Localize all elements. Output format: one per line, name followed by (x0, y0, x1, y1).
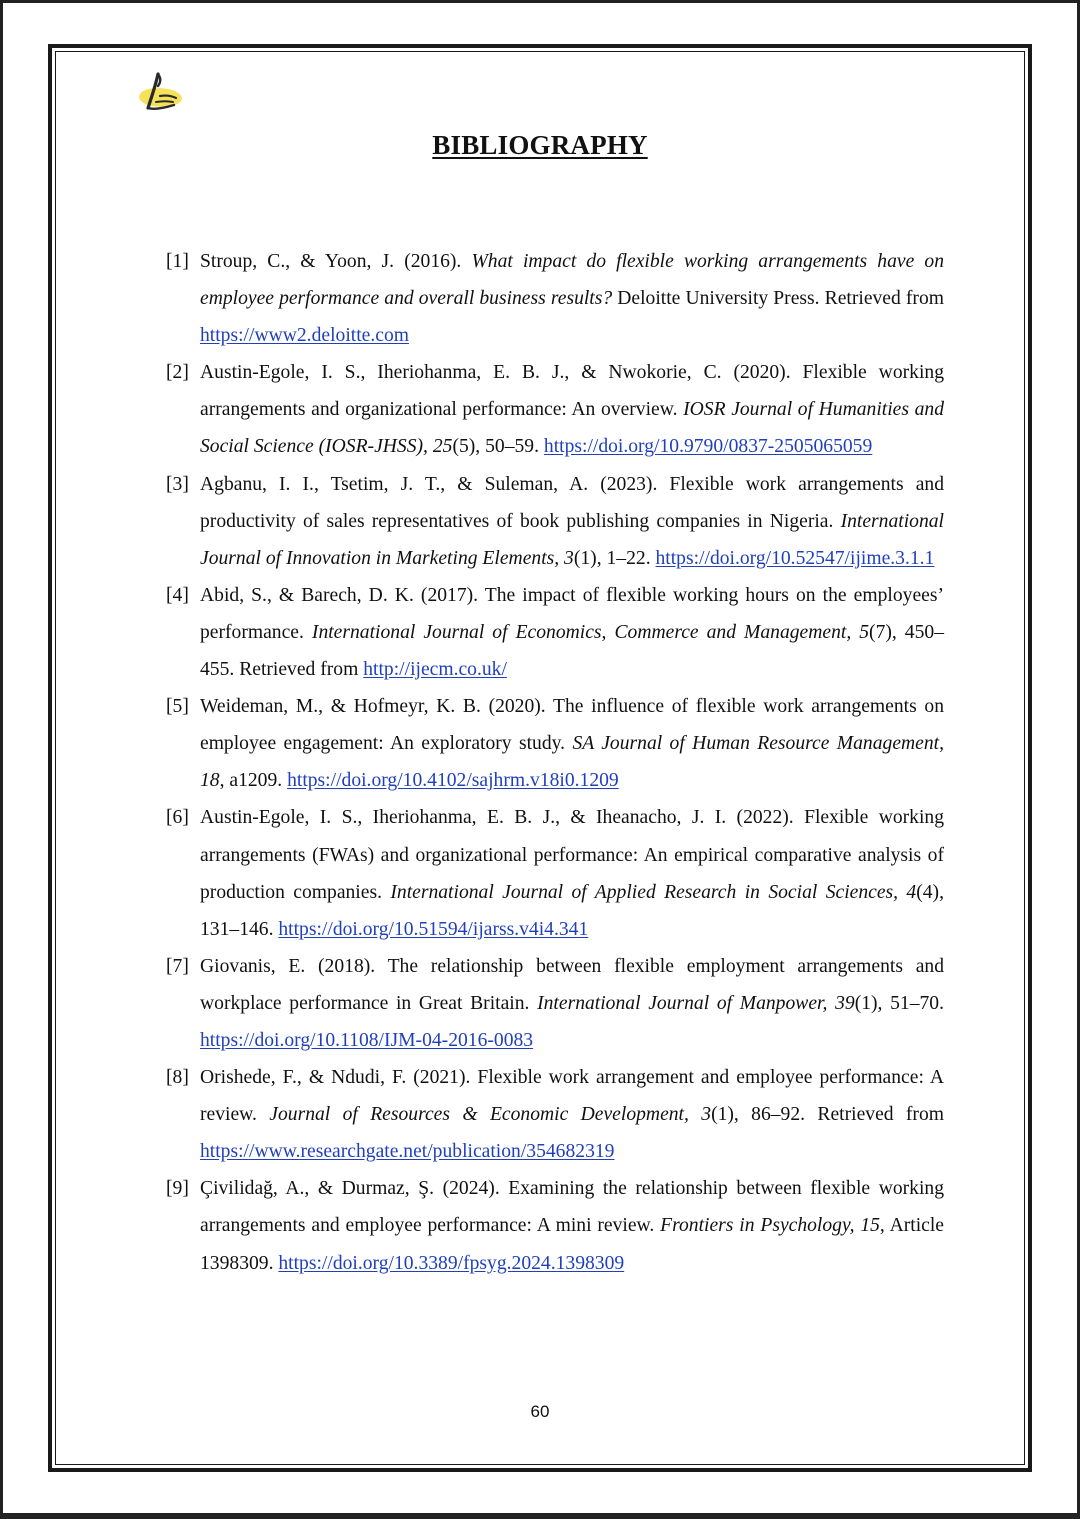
reference-details: (5), 50–59. (452, 436, 544, 458)
reference-link[interactable]: https://doi.org/10.3389/fpsyg.2024.1398309 (278, 1252, 625, 1274)
reference-details: (1), 86–92. Retrieved from (711, 1104, 944, 1126)
reference-item (166, 1059, 944, 1170)
reference-source: Frontiers in Psychology, 15 (660, 1215, 880, 1237)
reference-source: International Journal of Manpower, 39 (537, 992, 855, 1014)
reference-number: [6] (166, 807, 189, 829)
reference-link[interactable]: https://www.researchgate.net/publication/354682319 (200, 1141, 615, 1163)
reference-authors: Abid, S., & Barech, D. K. (2017). The impact of flexible working hours on the employees’ performance. (200, 584, 944, 643)
reference-item (166, 354, 944, 465)
reference-source: IOSR Journal of Humanities and Social Science (IOSR-JHSS), 25 (200, 399, 944, 458)
quill-pen-icon (134, 68, 188, 122)
reference-details: (1), 1–22. (573, 547, 656, 569)
reference-details: , a1209. (219, 770, 288, 792)
reference-link[interactable]: https://doi.org/10.1108/IJM-04-2016-0083 (200, 1029, 534, 1051)
reference-source: International Journal of Economics, Commerce and Management, 5 (311, 621, 870, 643)
page-edge-top (0, 0, 1080, 3)
reference-number: [9] (166, 1178, 189, 1200)
reference-link[interactable]: https://doi.org/10.4102/sajhrm.v18i0.1209 (287, 770, 619, 792)
reference-link[interactable]: https://doi.org/10.51594/ijarss.v4i4.341 (278, 918, 589, 940)
reference-number: [4] (166, 584, 189, 606)
reference-link[interactable]: https://www2.deloitte.com (200, 325, 409, 347)
reference-details: (1), 51–70. (854, 992, 945, 1014)
reference-details: (4), 131–146. (200, 881, 944, 940)
reference-authors: Austin-Egole, I. S., Iheriohanma, E. B. J., & Nwokorie, C. (2020). Flexible working arrangements and organizational performance: An overview. (200, 362, 944, 421)
reference-item (166, 466, 944, 577)
reference-authors: Orishede, F., & Ndudi, F. (2021). Flexible work arrangement and employee performance: A review. (200, 1067, 944, 1126)
reference-authors: Giovanis, E. (2018). The relationship between flexible employment arrangements and workplace performance in Great Britain. (200, 955, 944, 1014)
reference-details: , Article 1398309. (200, 1215, 944, 1274)
reference-link[interactable]: https://doi.org/10.52547/ijime.3.1.1 (655, 547, 935, 569)
reference-item (166, 1170, 944, 1281)
reference-authors: Agbanu, I. I., Tsetim, J. T., & Suleman, A. (2023). Flexible work arrangements and productivity of sales representatives of book publishing companies in Nigeria. (200, 473, 944, 532)
reference-source: SA Journal of Human Resource Management, 18 (200, 733, 944, 792)
reference-source: Journal of Resources & Economic Development, 3 (269, 1104, 712, 1126)
reference-item (166, 799, 944, 947)
reference-number: [8] (166, 1067, 189, 1089)
page-edge-left (0, 0, 3, 1519)
reference-item (166, 688, 944, 799)
reference-item (166, 243, 944, 354)
reference-number: [1] (166, 251, 189, 272)
reference-title: What impact do flexible working arrangements have on employee performance and overall business results? (200, 251, 944, 310)
reference-authors: Çivilidağ, A., & Durmaz, Ş. (2024). Examining the relationship between flexible working arrangements and employee performance: A mini review. (200, 1178, 944, 1237)
reference-list (166, 243, 944, 1282)
reference-number: [2] (166, 362, 189, 384)
reference-item (166, 577, 944, 688)
reference-source: International Journal of Applied Research in Social Sciences, 4 (390, 881, 917, 903)
reference-item (166, 948, 944, 1059)
reference-details: Deloitte University Press. Retrieved from (612, 288, 944, 310)
page-edge-bottom (0, 1513, 1080, 1519)
reference-number: [5] (166, 696, 189, 718)
reference-authors: Stroup, C., & Yoon, J. (2016). (200, 251, 472, 272)
reference-details: (7), 450–455. Retrieved from (200, 621, 944, 681)
reference-authors: Austin-Egole, I. S., Iheriohanma, E. B. J., & Iheanacho, J. I. (2022). Flexible working arrangements (FWAs) and organizational performance: An empirical comparative analysis of production companies. (200, 807, 944, 903)
reference-number: [7] (166, 955, 189, 977)
reference-link[interactable]: http://ijecm.co.uk/ (363, 659, 507, 681)
page-number: 60 (530, 1402, 550, 1421)
reference-number: [3] (166, 473, 189, 495)
page-title: BIBLIOGRAPHY (432, 130, 648, 160)
reference-authors: Weideman, M., & Hofmeyr, K. B. (2020). The influence of flexible work arrangements on employee engagement: An exploratory study. (200, 696, 944, 755)
reference-link[interactable]: https://doi.org/10.9790/0837-2505065059 (543, 436, 873, 458)
reference-source: International Journal of Innovation in Marketing Elements, 3 (200, 510, 944, 569)
